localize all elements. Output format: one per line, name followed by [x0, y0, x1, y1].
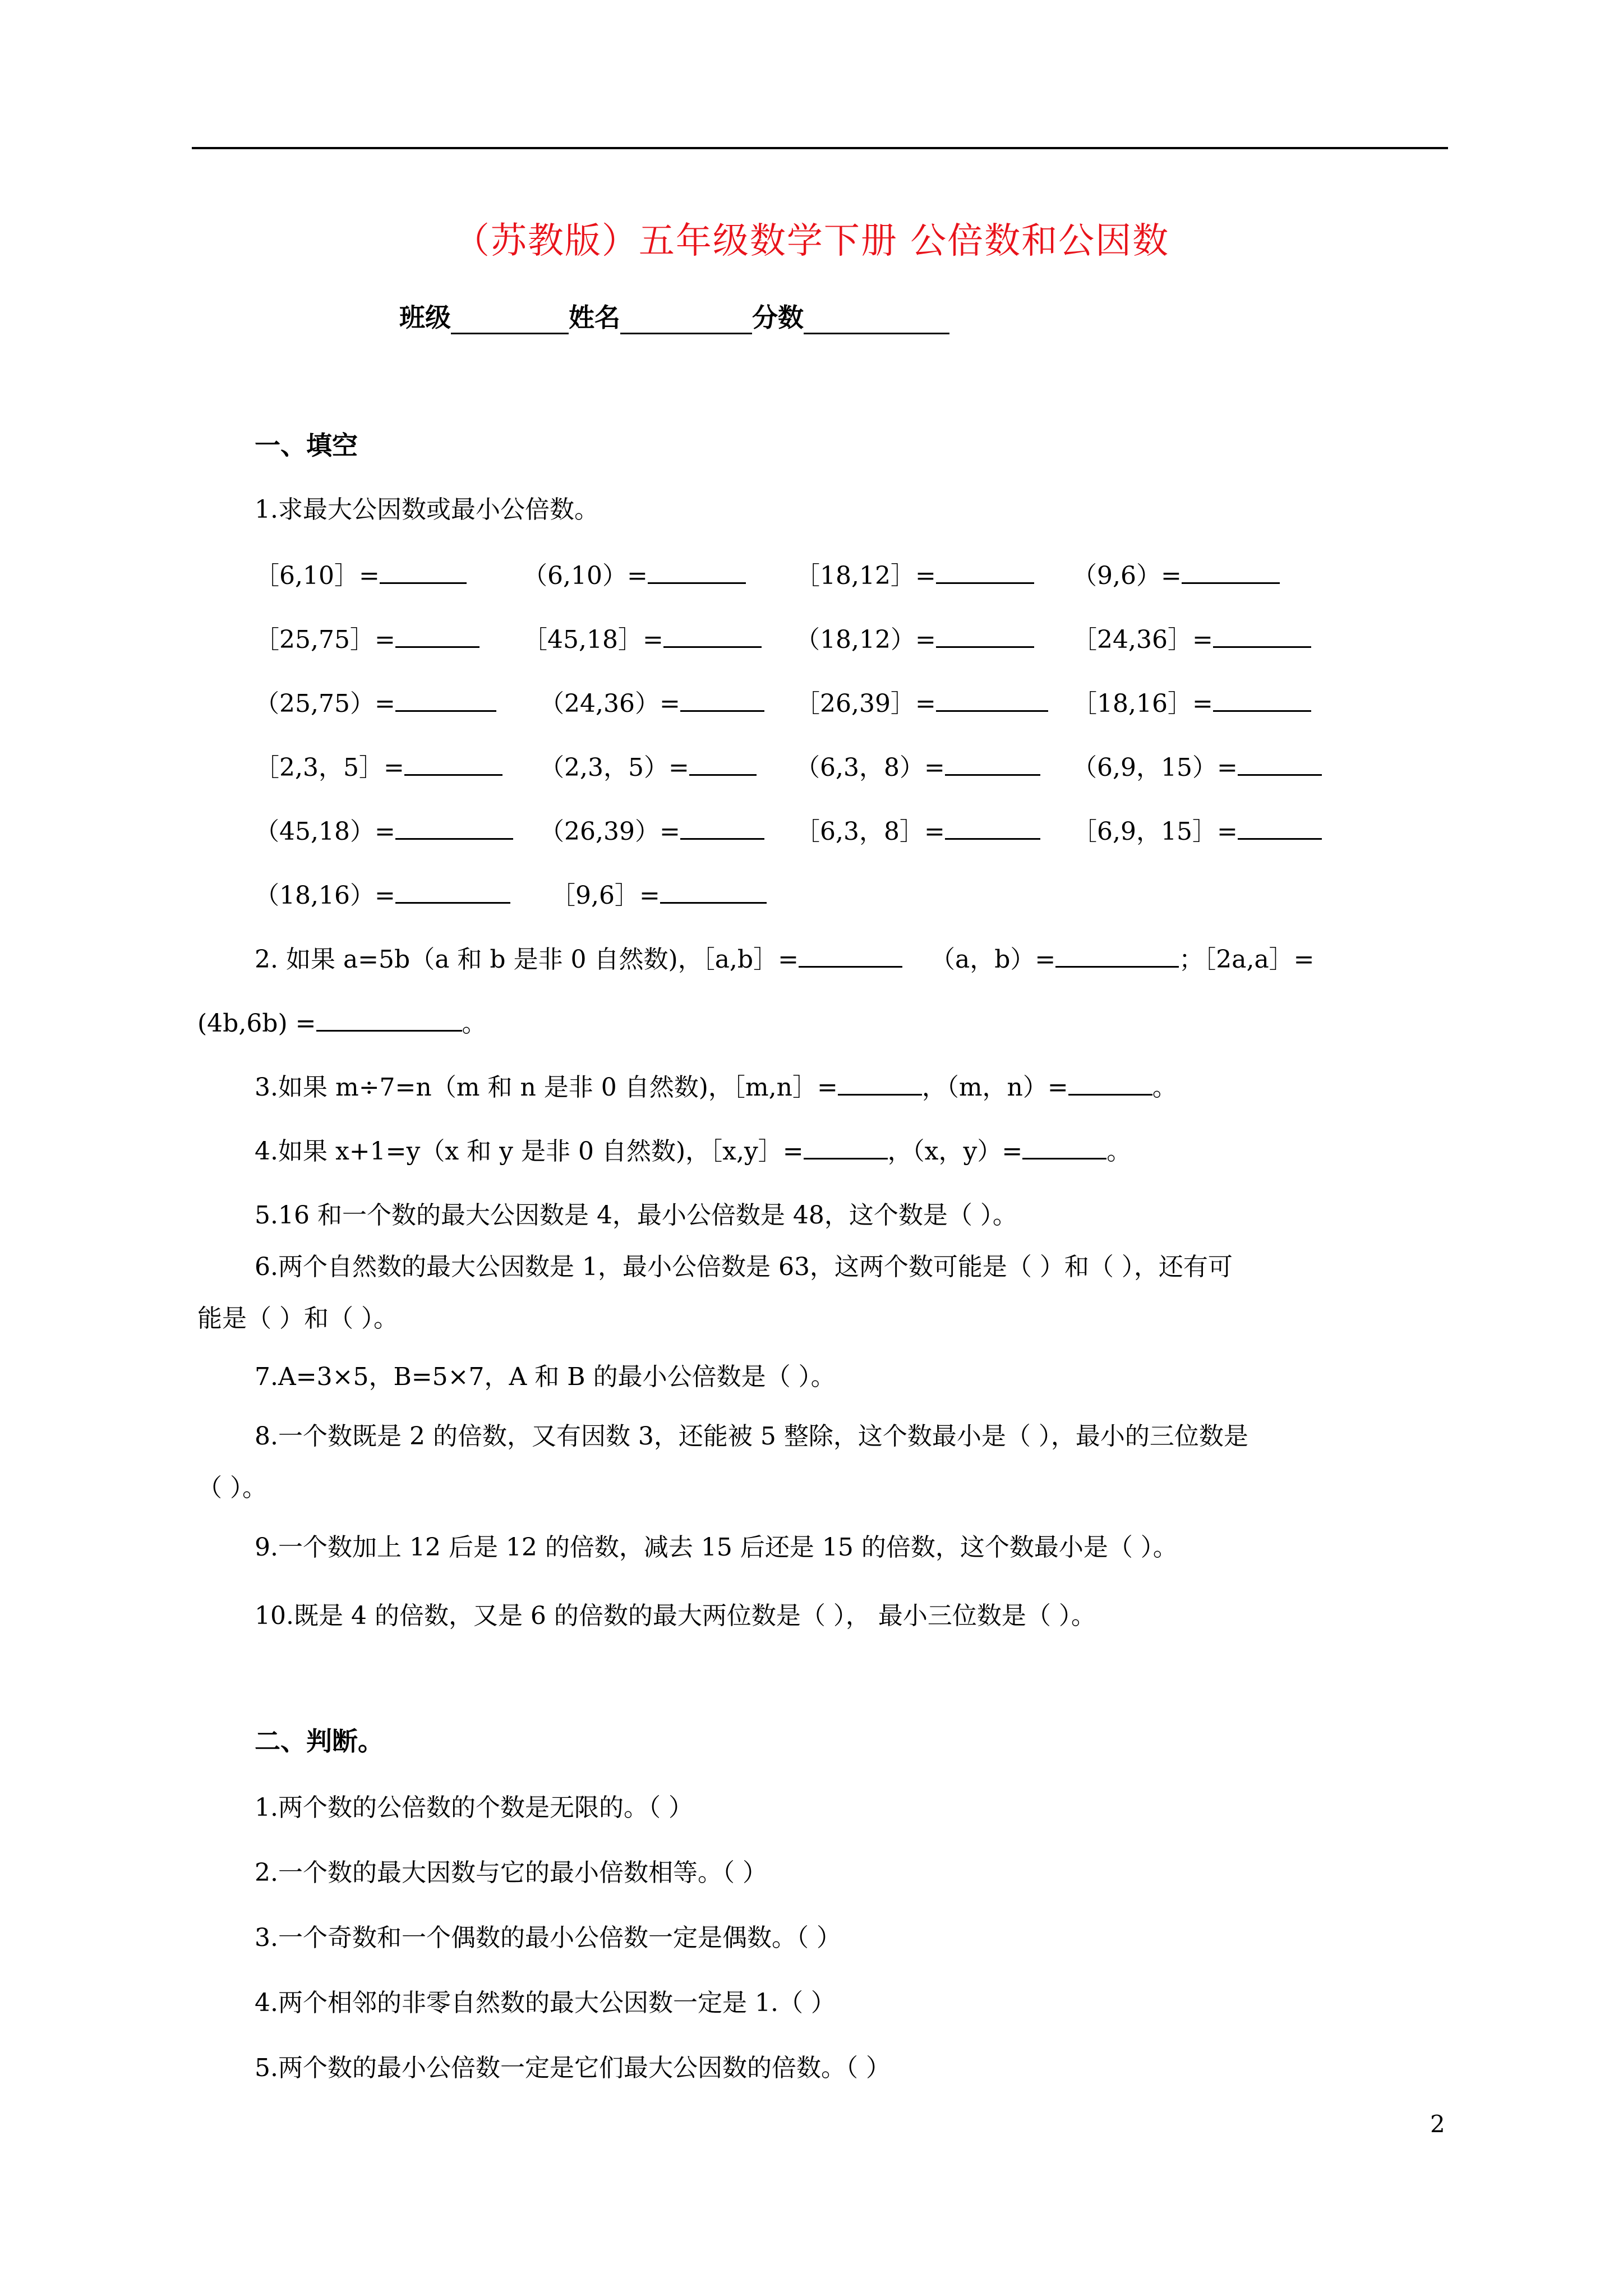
- grid-cell: [523, 555, 746, 591]
- answer-blank[interactable]: [945, 748, 1040, 776]
- answer-blank[interactable]: [1055, 940, 1179, 968]
- grid-expr: ［6,9，15］=: [1072, 817, 1238, 846]
- question-9: 9.一个数加上 12 后是 12 的倍数，减去 15 后还是 15 的倍数，这个数最小是（ ）。: [255, 1533, 1178, 1562]
- judge-item-5: 5.两个数的最小公倍数一定是它们最大公因数的倍数。（ ）: [255, 2054, 891, 2082]
- grid-cell: [255, 747, 502, 783]
- question-3-text: 3.如果 m÷7=n（m 和 n 是非 0 自然数)，［m,n］=: [255, 1073, 838, 1102]
- question-7: 7.A=3×5，B=5×7，A 和 B 的最小公倍数是（ ）。: [255, 1363, 836, 1391]
- answer-blank[interactable]: [395, 684, 496, 712]
- grid-cell: [795, 619, 1034, 655]
- class-label: 班级: [399, 302, 451, 333]
- question-4-text: 4.如果 x+1=y（x 和 y 是非 0 自然数)，［x,y］=: [255, 1137, 804, 1166]
- section-heading-judge: 二、判断。: [255, 1726, 384, 1756]
- grid-expr: （18,16）=: [255, 881, 395, 910]
- grid-cell: [1072, 683, 1311, 719]
- page-number: 2: [1430, 2110, 1445, 2138]
- judge-item-4: 4.两个相邻的非零自然数的最大公因数一定是 1.（ ）: [255, 1989, 836, 2017]
- grid-cell: [795, 683, 1048, 719]
- question-2-line-1: [255, 939, 1315, 975]
- grid-expr: ［45,18］=: [523, 625, 663, 654]
- grid-cell: [795, 747, 1040, 783]
- grid-cell: [255, 811, 513, 847]
- grid-expr: ［18,16］=: [1072, 689, 1213, 718]
- grid-expr: （9,6）=: [1072, 562, 1182, 590]
- grid-cell: [1072, 555, 1280, 591]
- grid-cell: [523, 619, 762, 655]
- question-2-text: （a，b）=: [930, 945, 1056, 974]
- answer-blank[interactable]: [395, 876, 510, 904]
- grid-cell: [255, 555, 467, 591]
- answer-blank[interactable]: [395, 620, 479, 648]
- answer-blank[interactable]: [1213, 620, 1311, 648]
- grid-expr: （26,39）=: [540, 817, 680, 846]
- grid-cell: [795, 811, 1040, 847]
- answer-blank[interactable]: [648, 556, 746, 584]
- section-heading-fill: 一、填空: [255, 430, 358, 461]
- score-label: 分数: [752, 302, 804, 333]
- grid-expr: ［6,3，8］=: [795, 817, 945, 846]
- question-4-text: 。: [1106, 1137, 1132, 1166]
- question-1: 1.求最大公因数或最小公倍数。: [255, 495, 599, 524]
- answer-blank[interactable]: [1068, 1068, 1152, 1096]
- grid-cell: [1072, 811, 1322, 847]
- grid-expr: （24,36）=: [540, 689, 680, 718]
- question-2-text: 2. 如果 a=5b（a 和 b 是非 0 自然数)，［a,b］=: [255, 945, 799, 974]
- grid-expr: ［2,3，5］=: [255, 753, 404, 782]
- question-2-text: ；［2a,a］=: [1179, 945, 1315, 974]
- answer-blank[interactable]: [395, 812, 513, 840]
- grid-expr: ［24,36］=: [1072, 625, 1213, 654]
- grid-cell: [540, 811, 764, 847]
- answer-blank[interactable]: [1182, 556, 1280, 584]
- class-blank[interactable]: [451, 303, 569, 334]
- name-blank[interactable]: [620, 303, 752, 334]
- answer-blank[interactable]: [1022, 1132, 1106, 1159]
- judge-item-1: 1.两个数的公倍数的个数是无限的。（ ）: [255, 1793, 693, 1822]
- grid-cell: [255, 683, 496, 719]
- grid-cell: [540, 683, 764, 719]
- grid-expr: （6,9，15）=: [1072, 753, 1238, 782]
- answer-blank[interactable]: [1238, 748, 1322, 776]
- question-8-line-1: 8.一个数既是 2 的倍数，又有因数 3，还能被 5 整除，这个数最小是（ ），最小的三位数是: [255, 1422, 1248, 1451]
- grid-cell: [540, 747, 757, 783]
- grid-expr: ［9,6］=: [551, 881, 660, 910]
- name-label: 姓名: [569, 302, 620, 333]
- answer-blank[interactable]: [1213, 684, 1311, 712]
- question-2-text: (4b,6b) =: [197, 1009, 316, 1038]
- student-info-line: [399, 297, 949, 334]
- answer-blank[interactable]: [689, 748, 757, 776]
- answer-blank[interactable]: [799, 940, 902, 968]
- answer-blank[interactable]: [680, 684, 764, 712]
- question-5: 5.16 和一个数的最大公因数是 4，最小公倍数是 48，这个数是（ ）。: [255, 1201, 1017, 1230]
- grid-expr: （6,10）=: [523, 562, 648, 590]
- grid-expr: ［25,75］=: [255, 625, 395, 654]
- answer-blank[interactable]: [1238, 812, 1322, 840]
- answer-blank[interactable]: [945, 812, 1040, 840]
- grid-cell: [255, 619, 479, 655]
- question-6-line-1: 6.两个自然数的最大公因数是 1，最小公倍数是 63，这两个数可能是（ ）和（ ），还有可: [255, 1253, 1233, 1281]
- answer-blank[interactable]: [838, 1068, 922, 1096]
- answer-blank[interactable]: [663, 620, 762, 648]
- grid-expr: （45,18）=: [255, 817, 395, 846]
- page-title: （苏教版）五年级数学下册 公倍数和公因数: [453, 220, 1170, 262]
- question-3-text: 。: [1152, 1073, 1177, 1102]
- grid-expr: （18,12）=: [795, 625, 936, 654]
- grid-expr: （25,75）=: [255, 689, 395, 718]
- question-6-line-2: 能是（ ）和（ ）。: [197, 1304, 398, 1333]
- question-4-text: ，（x，y）=: [887, 1137, 1023, 1166]
- answer-blank[interactable]: [404, 748, 502, 776]
- grid-expr: ［26,39］=: [795, 689, 936, 718]
- grid-expr: ［18,12］=: [795, 562, 936, 590]
- question-8-line-2: （ ）。: [197, 1474, 267, 1502]
- grid-cell: [1072, 747, 1322, 783]
- judge-item-3: 3.一个奇数和一个偶数的最小公倍数一定是偶数。（ ）: [255, 1924, 841, 1952]
- answer-blank[interactable]: [804, 1132, 888, 1159]
- grid-expr: （2,3，5）=: [540, 753, 689, 782]
- question-2-text: 。: [462, 1009, 487, 1038]
- answer-blank[interactable]: [936, 684, 1048, 712]
- answer-blank[interactable]: [380, 556, 467, 584]
- question-2-line-2: [197, 1003, 487, 1039]
- answer-blank[interactable]: [680, 812, 764, 840]
- question-10: 10.既是 4 的倍数，又是 6 的倍数的最大两位数是（ ）， 最小三位数是（ ）。: [255, 1602, 1096, 1630]
- judge-item-2: 2.一个数的最大因数与它的最小倍数相等。（ ）: [255, 1858, 767, 1887]
- grid-cell: [795, 555, 1034, 591]
- score-blank[interactable]: [804, 303, 949, 334]
- grid-cell: [255, 875, 510, 911]
- answer-blank[interactable]: [660, 876, 767, 904]
- header-rule: [192, 147, 1448, 149]
- grid-cell: [551, 875, 767, 911]
- grid-expr: ［6,10］=: [255, 562, 380, 590]
- grid-cell: [1072, 619, 1311, 655]
- answer-blank[interactable]: [936, 620, 1034, 648]
- question-3: [255, 1067, 1177, 1103]
- question-4: [255, 1131, 1131, 1167]
- answer-blank[interactable]: [316, 1004, 462, 1032]
- question-3-text: ，（m，n）=: [921, 1073, 1068, 1102]
- answer-blank[interactable]: [936, 556, 1034, 584]
- grid-expr: （6,3，8）=: [795, 753, 945, 782]
